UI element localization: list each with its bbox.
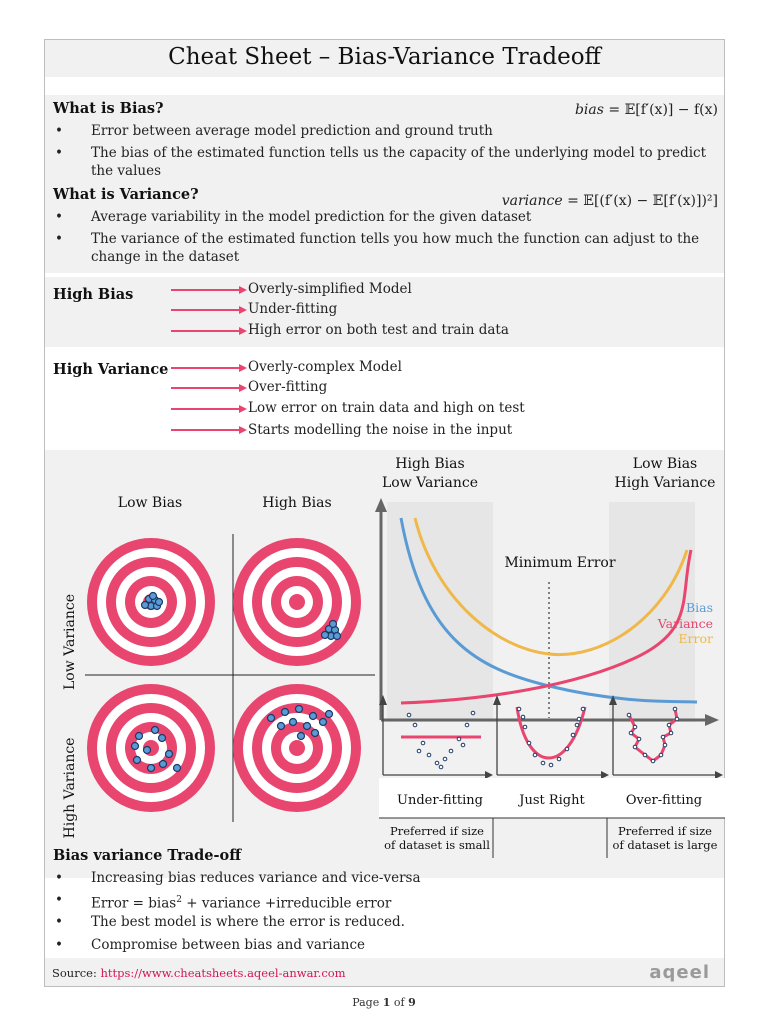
target-low-bias-high-var xyxy=(87,684,215,812)
chart-header-right-2: High Variance xyxy=(614,475,716,491)
tradeoff-bullet-1: • Increasing bias reduces variance and vice-versa xyxy=(55,870,421,886)
tradeoff-bullet-4: • Compromise between bias and variance xyxy=(55,937,366,953)
legend-error: Error xyxy=(678,631,713,646)
source-link[interactable]: https://www.cheatsheets.aqeel-anwar.com xyxy=(100,966,346,980)
high-variance-item-2: Over-fitting xyxy=(248,379,328,395)
note-small-dataset: Preferred if size of dataset is small xyxy=(384,824,490,852)
brand-logo: aqeel xyxy=(649,962,710,983)
tradeoff-bullet-3: • The best model is where the error is reduced. xyxy=(55,914,405,930)
target-high-bias-high-var xyxy=(233,684,361,812)
high-variance-item-3: Low error on train data and high on test xyxy=(248,400,525,416)
legend-variance: Variance xyxy=(657,616,713,631)
fit-thumbnails xyxy=(379,695,723,785)
overfit-curve xyxy=(629,709,677,761)
bias-heading: What is Bias? xyxy=(53,100,164,117)
justright-curve xyxy=(517,707,585,758)
label-over-fitting: Over-fitting xyxy=(625,793,703,808)
high-bias-arrows xyxy=(169,278,249,348)
row-low-variance: Low Variance xyxy=(62,594,78,690)
high-bias-item-3: High error on both test and train data xyxy=(248,322,509,338)
bias-formula: bias = 𝔼[f′(x)] − f(x) xyxy=(574,102,718,118)
high-bias-item-1: Overly-simplified Model xyxy=(248,281,412,297)
target-high-bias-low-var xyxy=(233,538,361,666)
bullseye-grid xyxy=(79,526,379,826)
legend-bias: Bias xyxy=(685,600,713,615)
cheat-sheet xyxy=(44,39,725,987)
high-bias-item-2: Under-fitting xyxy=(248,301,338,317)
bias-bullet-1: • Error between average model prediction and ground truth xyxy=(55,123,493,139)
source-line: Source: https://www.cheatsheets.aqeel-anwar.com xyxy=(52,966,346,980)
variance-heading: What is Variance? xyxy=(53,186,199,203)
col-low-bias: Low Bias xyxy=(117,495,183,511)
variance-bullet-1: • Average variability in the model prediction for the given dataset xyxy=(55,209,532,225)
page-title: Cheat Sheet – Bias-Variance Tradeoff xyxy=(168,44,601,70)
tradeoff-bullet-2: • Error = bias$^2$ + variance +irreducible error xyxy=(55,892,392,912)
minimum-error-label: Minimum Error xyxy=(504,555,616,571)
row-high-variance: High Variance xyxy=(62,737,78,839)
bias-bullet-2: • The bias of the estimated function tells us the capacity of the underlying model to predict the values xyxy=(55,145,707,179)
high-bias-label: High Bias xyxy=(53,286,134,303)
high-variance-arrows xyxy=(169,356,249,442)
chart-header-right-1: Low Bias xyxy=(632,456,698,472)
tradeoff-heading: Bias variance Trade-off xyxy=(53,847,242,864)
chart-header-left-1: High Bias xyxy=(395,456,465,472)
col-high-bias: High Bias xyxy=(262,495,332,511)
variance-bullet-2: • The variance of the estimated function tells you how much the function can adjust to the change in the dataset xyxy=(55,231,700,265)
chart-header-left-2: Low Variance xyxy=(382,475,478,491)
label-just-right: Just Right xyxy=(519,793,585,808)
high-variance-item-4: Starts modelling the noise in the input xyxy=(248,422,513,438)
note-large-dataset: Preferred if size of dataset is large xyxy=(612,824,718,852)
label-under-fitting: Under-fitting xyxy=(397,793,483,808)
high-variance-label: High Variance xyxy=(53,361,169,378)
high-variance-item-1: Overly-complex Model xyxy=(248,359,402,375)
page-footer: Page 1 of 9 xyxy=(352,996,416,1009)
region-high-bias xyxy=(387,502,493,722)
variance-formula: variance = 𝔼[(f′(x) − 𝔼[f′(x)])²] xyxy=(501,193,718,209)
